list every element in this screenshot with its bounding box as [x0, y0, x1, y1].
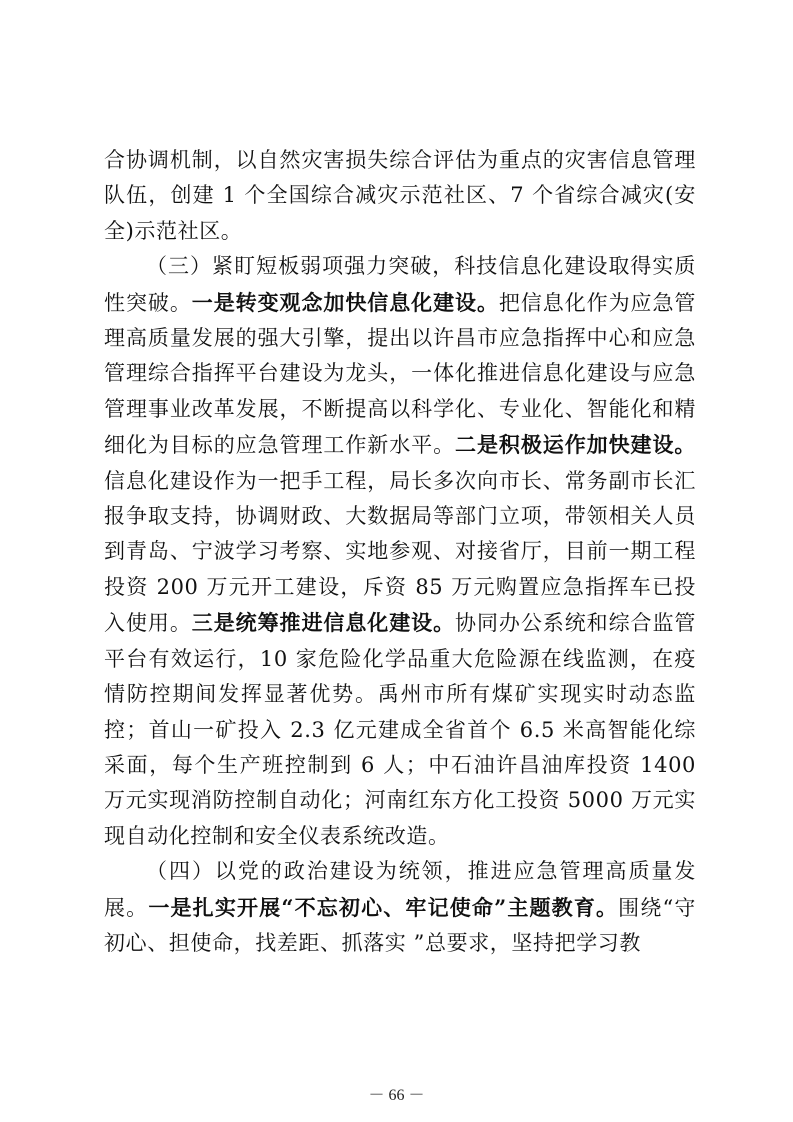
- paragraph-2-heading-1: 一是转变观念加快信息化建设。: [191, 289, 499, 315]
- paragraph-2-run-5: 信息化建设作为一把手工程，局长多次向市长、常务副市长汇报争取支持，协调财政、大数据局等部门立项，带领相关人员到青岛、宁波学习考察、实地参观、对接省厅，目前一期工程投资 200 万元开工建设，斥资 85 万元购置应急指挥车已投入使用。: [104, 468, 696, 636]
- paragraph-3-run-1: （四）以党的政治建设为统领，推进应急管理高质量发展。: [104, 859, 696, 920]
- paragraph-2: [104, 249, 696, 854]
- paragraph-2-heading-2: 二是积极运作加快建设。: [455, 432, 696, 458]
- paragraph-2-run-3: 把信息化作为应急管理高质量发展的强大引擎，提出以许昌市应急指挥中心和应急管理综合指挥平台建设为龙头，一体化推进信息化建设与应急管理事业改革发展，不断提高以科学化、专业化、智能化和精细化为目标的应急管理工作新水平。: [104, 290, 697, 458]
- paragraph-1-run-1: 合协调机制，以自然灾害损失综合评估为重点的灾害信息管理队伍，创建 1 个全国综合减灾示范社区、7 个省综合减灾(安全)示范社区。: [104, 148, 696, 243]
- paragraph-3-run-3: 围绕“守初心、担使命，找差距、抓落实 ”总要求，坚持把学习教: [104, 895, 697, 955]
- paragraph-3: [104, 854, 696, 961]
- paragraph-3-heading-1: 一是扎实开展“不忘初心、牢记使命”主题教育。: [148, 894, 619, 920]
- paragraph-1: [104, 143, 696, 249]
- paragraph-2-run-1: （三）紧盯短板弱项强力突破，科技信息化建设取得实质性突破。: [104, 254, 696, 315]
- paragraph-2-heading-3: 三是统筹推进信息化建设。: [191, 610, 456, 636]
- page-number: － 66 －: [368, 1087, 425, 1104]
- document-body: [104, 143, 696, 961]
- paragraph-2-run-7: 协同办公系统和综合监管平台有效运行，10 家危险化学品重大危险源在线监测，在疫情防控期间发挥显著优势。禹州市所有煤矿实现实时动态监控；首山一矿投入 2.3 亿元建成全省首个 6.5 米高智能化综采面，每个生产班控制到 6 人；中石油许昌油库投资 1400 万元实现消防控制自动化；河南红东方化工投资 5000 万元实现自动化控制和安全仪表系统改造。: [104, 611, 697, 848]
